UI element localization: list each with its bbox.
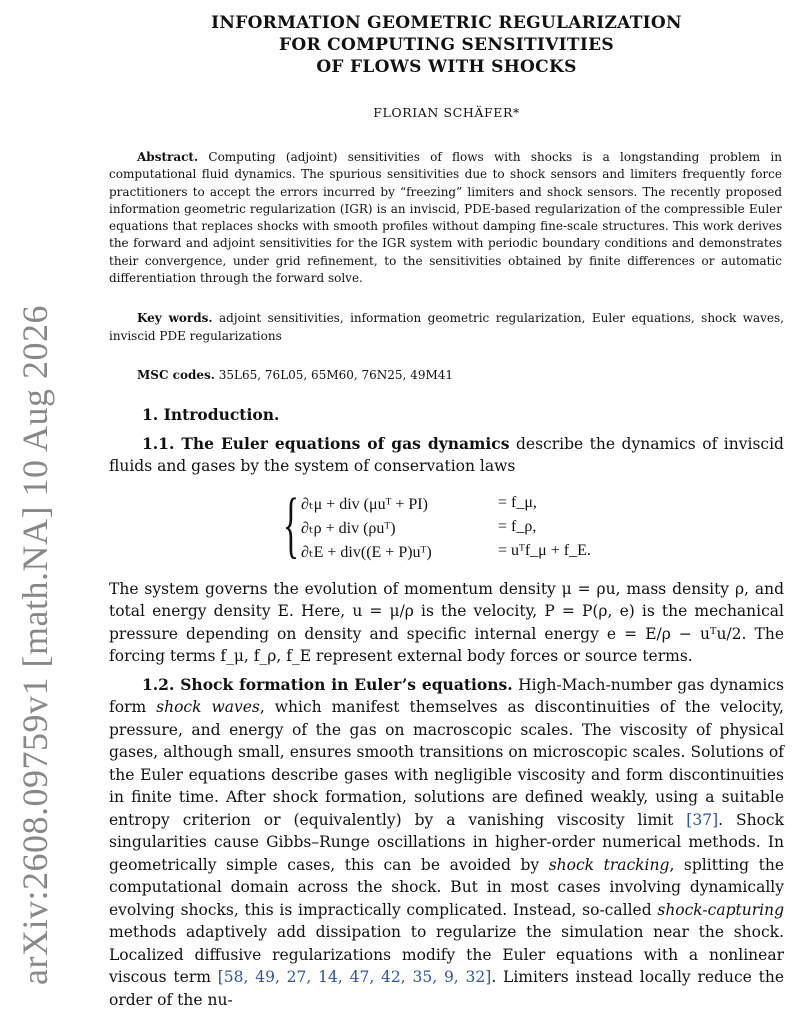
msc-text: 35L65, 76L05, 65M60, 76N25, 49M41 [218, 367, 454, 382]
euler-lead-text: describe the dynamics of inviscid fluids and gases by the system of conservation laws [109, 434, 784, 476]
keywords [109, 310, 784, 345]
equation-row-momentum-rhs: = f_μ, [498, 493, 537, 511]
keywords-label: Key words. [137, 311, 213, 326]
equation-row-energy-rhs: = uᵀf_μ + f_E. [498, 541, 591, 559]
section-heading-introduction: 1. Introduction. [142, 404, 280, 424]
shock-em-shock-waves: shock waves [156, 698, 260, 717]
paragraph-euler-equations [109, 433, 784, 478]
msc-label: MSC codes. [137, 367, 215, 382]
msc-codes [109, 368, 784, 382]
shock-text-f: . Limiters instead locally reduce the order of the nu- [109, 968, 784, 1009]
paragraph-system-description: The system governs the evolution of momentum density μ = ρu, mass density ρ, and total energy density E. Here, u = μ/ρ is the velocity, P = P(ρ, e) is the mechanical pressure depending on density and specific internal energy e = E/ρ − uᵀu/2. The forcing terms f_μ, f_ρ, f_E represent external body forces or source terms. [109, 579, 784, 666]
subsection-heading-shock-formation: 1.2. Shock formation in Euler’s equations. [142, 674, 513, 694]
abstract-text: Computing (adjoint) sensitivities of flows with shocks is a longstanding problem in computational fluid dynamics. The spurious sensitivities due to shock sensors and limiters frequently force practitioners to accept the errors incurred by “freezing” limiters and shock sensors. The recently proposed information geometric regularization (IGR) is an inviscid, PDE-based regularization of the compressible Euler equations that replaces shocks with smooth profiles without damping fine-scale structures. This work derives the forward and adjoint sensitivities for the IGR system with periodic boundary conditions and demonstrates their convergence, under grid refinement, to the sensitivities obtained by finite differences or automatic differentiation through the forward solve. [109, 150, 782, 286]
subsection-heading-euler: 1.1. The Euler equations of gas dynamics [142, 433, 510, 453]
equation-brace: { [283, 483, 299, 566]
paper-page [109, 12, 784, 1011]
abstract [109, 149, 784, 287]
title-line-3: OF FLOWS WITH SHOCKS [316, 57, 577, 77]
arxiv-identifier-text: arXiv:2608.09759v1 [math.NA] 10 Aug 2026 [15, 305, 55, 985]
citation-link-group[interactable]: [58, 49, 27, 14, 47, 42, 35, 9, 32] [217, 968, 492, 987]
shock-em-shock-tracking: shock tracking [548, 855, 670, 874]
shock-text-a: High-Mach-number gas dynamics form [109, 675, 784, 717]
arxiv-identifier-stamp [0, 290, 70, 1000]
equation-row-momentum-lhs: ∂ₜμ + div (μuᵀ + PI) [301, 495, 428, 513]
equation-row-energy-lhs: ∂ₜE + div((E + P)uᵀ) [301, 543, 432, 561]
keywords-text: adjoint sensitivities, information geometric regularization, Euler equations, shock waves, inviscid PDE regularizations [109, 311, 785, 343]
shock-em-shock-capturing: shock-capturing [657, 900, 784, 919]
equation-row-mass-rhs: = f_ρ, [498, 517, 537, 535]
shock-text-b: , which manifest themselves as discontinuities of the velocity, pressure, and energy of the gas on macroscopic scales. The viscosity of physical gases, although small, ensures smooth transitions on microscopic scales. Solutions of the Euler equations describe gases with negligible viscosity and form discontinuities in finite time. After shock formation, solutions are defined weakly, using a suitable entropy criterion or (equivalently) by a vanishing viscosity limit [109, 698, 784, 829]
shock-text-c: . Shock singularities cause Gibbs–Runge oscillations in higher-order numerical methods. In geometrically simple cases, this can be avoided by [109, 810, 784, 874]
citation-link-37[interactable]: [37] [686, 810, 719, 829]
title-line-2: FOR COMPUTING SENSITIVITIES [279, 35, 614, 55]
equation-row-mass-lhs: ∂ₜρ + div (ρuᵀ) [301, 519, 396, 537]
title-line-1: INFORMATION GEOMETRIC REGULARIZATION [211, 13, 682, 33]
euler-equation-system [109, 483, 784, 566]
shock-text-e: methods adaptively add dissipation to regularize the simulation near the shock. Localized diffusive regularizations modify the Euler equations with a nonlinear viscous term [109, 923, 784, 987]
paper-title [109, 12, 784, 78]
abstract-label: Abstract. [137, 150, 199, 164]
shock-text-d: , splitting the computational domain across the shock. But in most cases involving dynamically evolving shocks, this is impractically complicated. Instead, so-called [109, 855, 784, 919]
paragraph-shock-formation [109, 674, 784, 1011]
author-name: FLORIAN SCHÄFER* [373, 105, 520, 120]
